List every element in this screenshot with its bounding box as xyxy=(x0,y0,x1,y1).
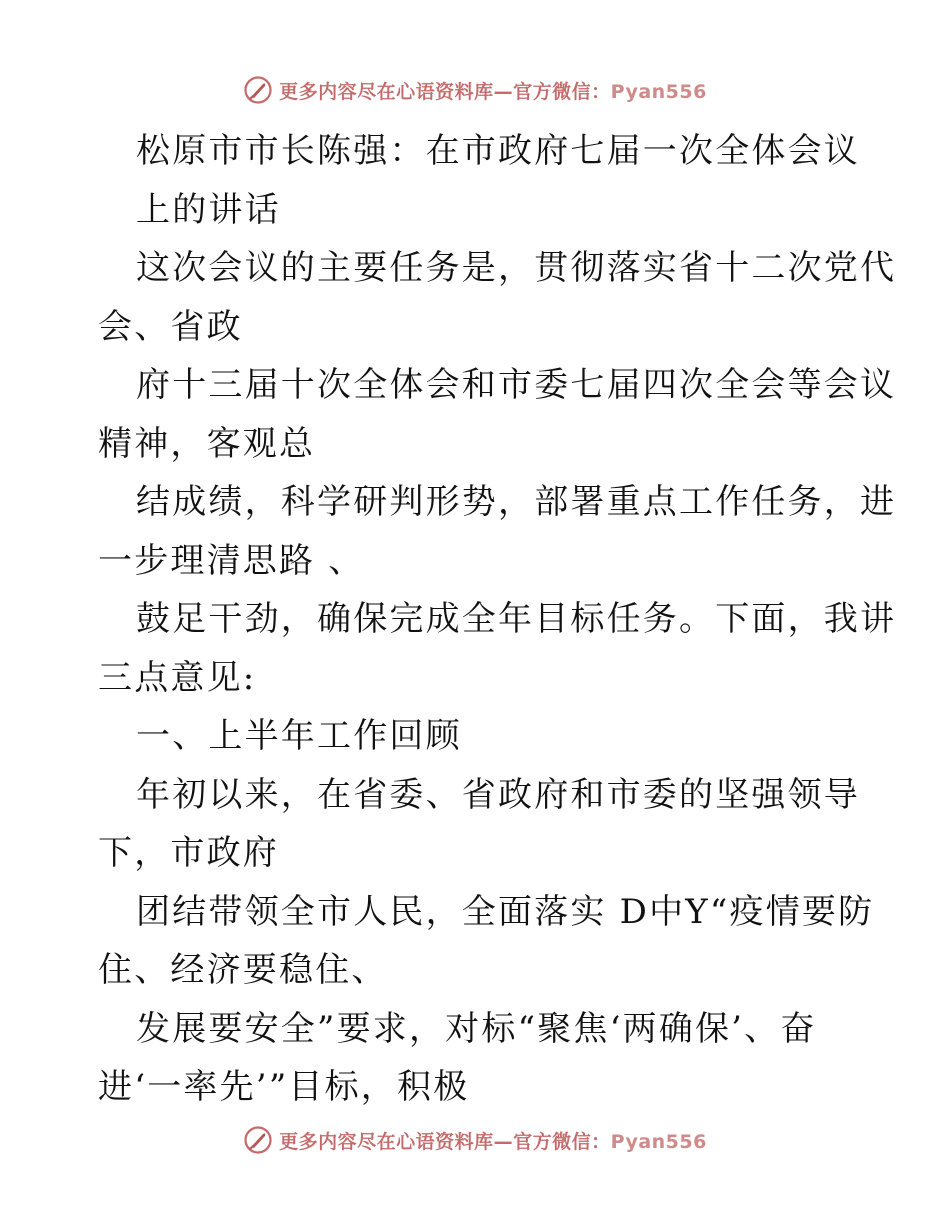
text-line: 进‘一率先’”目标，积极 xyxy=(98,1067,470,1107)
quill-pen-logo-icon xyxy=(243,1125,273,1155)
text-line: 年初以来，在省委、省政府和市委的坚强领导 xyxy=(136,774,860,815)
text-line: 这次会议的主要任务是，贯彻落实省十二次党代 xyxy=(136,248,897,288)
quill-pen-logo-icon xyxy=(243,75,273,105)
watermark-banner-top xyxy=(0,70,950,110)
text-line: 团结带领全市人民，全面落实 D中Y“疫情要防 xyxy=(136,891,875,932)
wechat-id: Pyan556 xyxy=(610,80,707,103)
text-line: 会、省政 xyxy=(98,306,243,347)
watermark-banner-bottom xyxy=(0,1120,950,1160)
text-line: 发展要安全”要求，对标“聚焦‘两确保’、奋 xyxy=(136,1008,817,1049)
wechat-id: Pyan556 xyxy=(610,1130,707,1153)
text-line: 三点意见: xyxy=(98,657,257,698)
text-line: 松原市市长陈强：在市政府七届一次全体会议 xyxy=(136,131,860,171)
document-body xyxy=(98,122,897,1117)
text-line: 精神，客观总 xyxy=(98,423,316,464)
text-line: 住、经济要稳住、 xyxy=(98,950,388,990)
text-line: 鼓足干劲，确保完成全年目标任务。下面，我讲 xyxy=(136,599,897,639)
text-line: 一、上半年工作回顾 xyxy=(136,716,462,756)
text-line: 上的讲话 xyxy=(136,189,281,230)
text-line: 结成绩，科学研判形势，部署重点工作任务，进 xyxy=(136,482,897,522)
watermark-text: 更多内容尽在心语资料库—官方微信：Pyan556 xyxy=(279,1130,707,1153)
text-line: 一步理清思路 、 xyxy=(98,540,365,581)
watermark-text: 更多内容尽在心语资料库—官方微信：Pyan556 xyxy=(279,80,707,103)
text-line: 下，市政府 xyxy=(98,833,279,873)
text-line: 府十三届十次全体会和市委七届四次全会等会议 xyxy=(136,365,897,405)
